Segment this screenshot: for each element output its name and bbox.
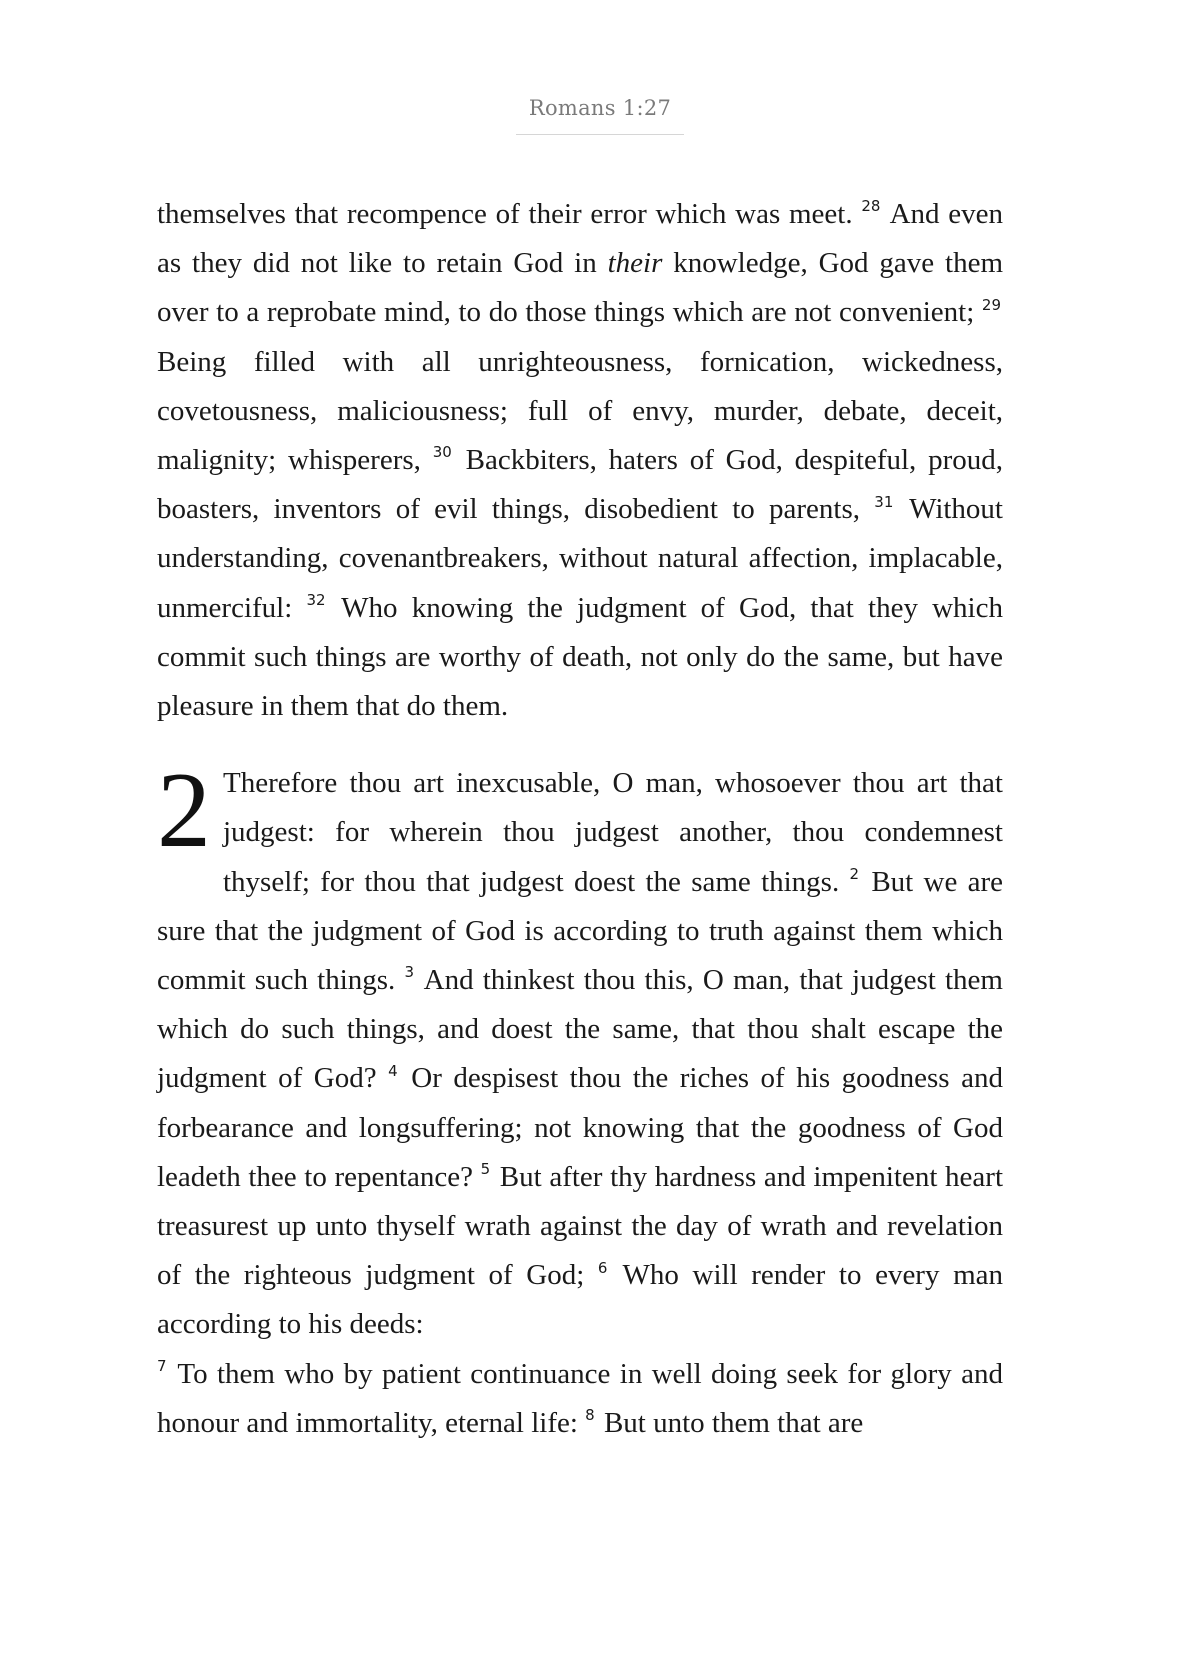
chapter-number: 2 bbox=[157, 751, 211, 871]
scripture-body bbox=[157, 190, 1003, 1448]
verse-text: But we are sure that the judgment of God is according to truth against them which commit such things. bbox=[157, 865, 1003, 997]
verse-number: 4 bbox=[388, 1061, 398, 1080]
verse-number: 3 bbox=[404, 963, 415, 982]
verse-number: 6 bbox=[597, 1258, 608, 1277]
verse-text: themselves that recompence of their error which was meet. bbox=[157, 198, 862, 230]
page-header bbox=[0, 96, 1200, 135]
verse-number: 8 bbox=[585, 1406, 595, 1425]
verse-text: But after thy hardness and impenitent heart treasurest up unto thyself wrath against the day of wrath and revelation of the righteous judgment of God; bbox=[157, 1160, 1004, 1292]
verse-text: Who knowing the judgment of God, that they which commit such things are worthy of death, not only do the same, but have pleasure in them that do them. bbox=[157, 591, 1003, 723]
verse-text: Without understanding, covenantbreakers, without natural affection, implacable, unmerciful: bbox=[157, 493, 1003, 624]
paragraph-chapter-2-start bbox=[157, 751, 1004, 1448]
verse-text: And even as they did not like to retain God in bbox=[157, 198, 1003, 280]
verse-text: knowledge, God gave them over to a reprobate mind, to do those things which are not convenient; bbox=[157, 247, 1003, 329]
verse-number: 29 bbox=[981, 295, 1001, 314]
verse-text: Backbiters, haters of God, despiteful, proud, boasters, inventors of evil things, disobedient to parents, bbox=[157, 444, 1003, 526]
chapter-verse-title: Romans 1:27 bbox=[516, 96, 684, 135]
verse-number: 32 bbox=[306, 590, 326, 609]
verse-text: To them who by patient continuance in well doing seek for glory and honour and immortality, eternal life: bbox=[157, 1357, 1003, 1439]
verse-text: Or despisest thou the riches of his goodness and forbearance and longsuffering; not knowing that the goodness of God leadeth thee to repentance? bbox=[157, 1062, 1004, 1193]
verse-text: Therefore thou art inexcusable, O man, whosoever thou art that judgest: for wherein thou judgest another, thou condemnest thyself; for thou that judgest doest the same things. bbox=[223, 767, 1003, 898]
verse-number: 2 bbox=[849, 864, 860, 883]
verse-text-italic: their bbox=[607, 247, 663, 280]
paragraph-chapter-1-end bbox=[157, 190, 1003, 731]
verse-number: 30 bbox=[432, 443, 452, 462]
verse-number: 28 bbox=[861, 197, 881, 216]
verse-text: Being filled with all unrighteousness, fornication, wickedness, covetousness, maliciousness; full of envy, murder, debate, deceit, malignity; whisperers, bbox=[157, 345, 1003, 477]
verse-text: But unto them that are bbox=[596, 1406, 864, 1439]
verse-number: 31 bbox=[874, 492, 894, 511]
verse-number: 7 bbox=[157, 1356, 167, 1375]
verse-text: Who will render to every man according to his deeds: bbox=[157, 1259, 1004, 1341]
verse-number: 5 bbox=[480, 1160, 491, 1179]
verse-text: And thinkest thou this, O man, that judgest them which do such things, and doest the same, that thou shalt escape the judgment of God? bbox=[157, 964, 1003, 1095]
